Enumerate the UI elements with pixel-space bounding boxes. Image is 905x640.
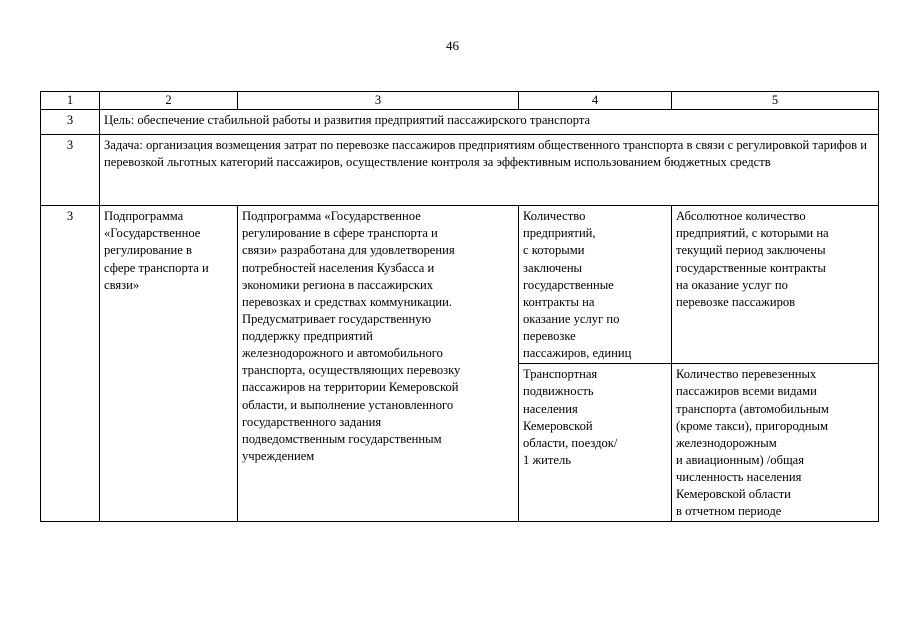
program-row-indicator-1 bbox=[41, 206, 879, 364]
goal-text: Цель: обеспечение стабильной работы и развития предприятий пассажирского транспорта bbox=[100, 110, 879, 135]
program-name: Подпрограмма «Государственное регулирование в сфере транспорта и связи» bbox=[100, 206, 238, 522]
task-number: 3 bbox=[41, 135, 100, 206]
page-number: 46 bbox=[446, 38, 459, 53]
indicator-name-2: Транспортная подвижность населения Кемеровской области, поездок/ 1 житель bbox=[519, 364, 672, 522]
header-cell-5: 5 bbox=[672, 92, 879, 110]
header-cell-2: 2 bbox=[100, 92, 238, 110]
indicator-name-1: Количество предприятий, с которыми заключены государственные контракты на оказание услуг по перевозке пассажиров, единиц bbox=[519, 206, 672, 364]
program-description: Подпрограмма «Государственное регулирование в сфере транспорта и связи» разработана для удовлетворения потребностей населения Кузбасса и экономики региона в пассажирских перевозках и средствах коммуникации. Предусматривает государственную поддержку предприятий железнодорожного и автомобильного транспорта, осуществляющих перевозку пассажиров на территории Кемеровской области, и выполнение установленного государственного задания подведомственным государственным учреждением bbox=[238, 206, 519, 522]
indicator-method-2: Количество перевезенных пассажиров всеми видами транспорта (автомобильным (кроме такси), пригородным железнодорожным и авиационным) /общая численность населения Кемеровской области в отчетном периоде bbox=[672, 364, 879, 522]
header-cell-1: 1 bbox=[41, 92, 100, 110]
task-text: Задача: организация возмещения затрат по перевозке пассажиров предприятиям общественного транспорта в связи с регулировкой тарифов и перевозкой льготных категорий пассажиров, осуществление контроля за эффективным использованием бюджетных средств bbox=[100, 135, 879, 206]
goal-number: 3 bbox=[41, 110, 100, 135]
indicators-table bbox=[40, 91, 879, 522]
task-row bbox=[41, 135, 879, 206]
program-number: 3 bbox=[41, 206, 100, 522]
indicator-method-1: Абсолютное количество предприятий, с которыми на текущий период заключены государственные контракты на оказание услуг по перевозке пассажиров bbox=[672, 206, 879, 364]
header-cell-4: 4 bbox=[519, 92, 672, 110]
goal-row bbox=[41, 110, 879, 135]
header-cell-3: 3 bbox=[238, 92, 519, 110]
table-header-row bbox=[41, 92, 879, 110]
